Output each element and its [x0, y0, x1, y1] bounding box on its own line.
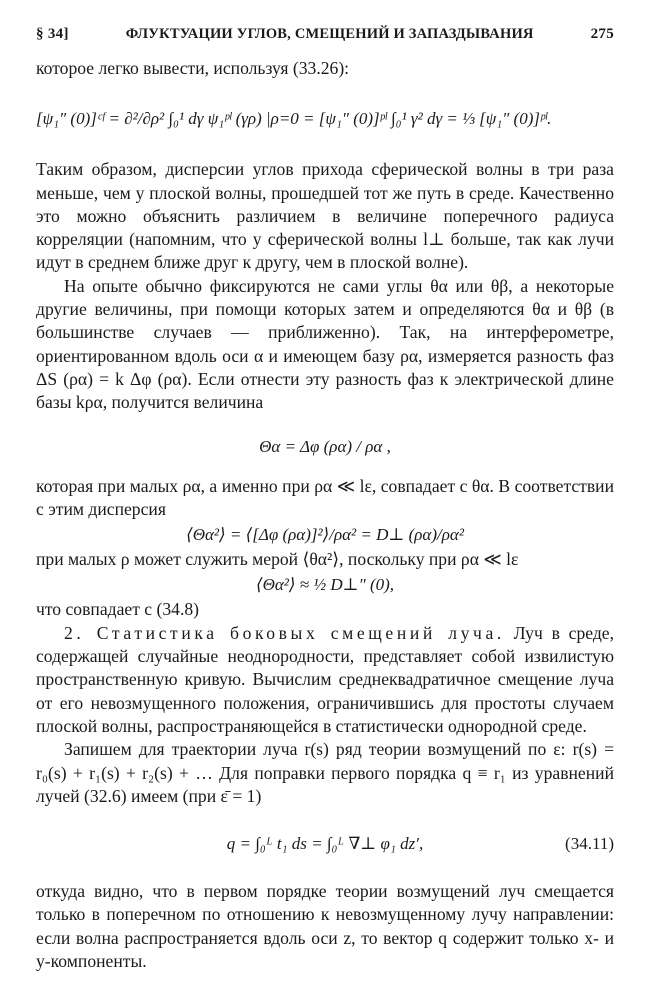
- formula-theta-alpha: Θα = Δφ (ρα) / ρα ,: [259, 436, 391, 456]
- formula-displacement-body: q = ∫₀ᴸ t₁ ds = ∫₀ᴸ ∇⊥ φ₁ dz′,: [226, 834, 424, 854]
- paragraph-conclusion: Таким образом, дисперсии углов прихода сферической волны в три раза меньше, чем у плоской волны, прошедшей тот же путь в среде. Качественно это можно объяснить различием в величине поперечного радиуса корреляции (напомним, что у сферической волны l⊥ больше, так как лучи идут в среднем ближе друг к другу, чем в плоской волне).: [36, 159, 614, 273]
- page-number: 275: [590, 26, 614, 42]
- subsection-heading: 2. Статистика боковых смещений луча.: [64, 622, 505, 643]
- page-header: [36, 26, 614, 43]
- section-marker: § 34]: [36, 26, 69, 42]
- running-title: ФЛУКТУАЦИИ УГЛОВ, СМЕЩЕНИЙ И ЗАПАЗДЫВАНИЯ: [125, 26, 534, 42]
- paragraph-perturbation: Запишем для траектории луча r(s) ряд теории возмущений по ε: r(s) = r₀(s) + r₁(s) + r₂(s) + … Для поправки первого порядка q ≡ r₁ из уравнений лучей (32.6) имеем (при ε̄ = 1): [36, 739, 614, 806]
- paragraph-experiment: На опыте обычно фиксируются не сами углы θα или θβ, а некоторые другие величины, при помощи которых затем и определяются θα и θβ (в большинстве случаев — приближенно). Так, на интерферометре, ориентированном вдоль оси α и имеющем базу ρα, измеряется разность фаз ΔS (ρα) = k Δφ (ρα). Если отнести эту разность фаз к электрической длине базы kρα, получится величина: [36, 275, 614, 413]
- paragraph-small-rho: которая при малых ρα, а именно при ρα ≪ lε, совпадает с θα. В соответствии с этим дисперсия: [36, 475, 614, 519]
- paragraph-measure: при малых ρ может служить мерой ⟨θα²⟩, поскольку при ρα ≪ lε: [36, 549, 519, 570]
- paragraph-final: откуда видно, что в первом порядке теории возмущений луч смещается только в поперечном по отношению к невозмущенному лучу направлении: если волна распространяется вдоль оси z, то вектор q содержит только x- и y-компоненты.: [36, 881, 614, 972]
- formula-spherical-dispersion: [ψ₁″ (0)]ᶜᶠ = ∂²/∂ρ² ∫₀¹ dγ ψ₁ᵖˡ (γρ) |ρ=0 = [ψ₁″ (0)]ᵖˡ ∫₀¹ γ² dγ = ⅓ [ψ₁″ (0)]ᵖˡ.: [36, 108, 552, 128]
- paragraph-intro: которое легко вывести, используя (33.26):: [36, 58, 350, 78]
- formula-displacement: [36, 810, 614, 878]
- page-body: [36, 57, 614, 973]
- equation-number: (34.11): [565, 834, 614, 854]
- paragraph-statistics: [36, 622, 614, 738]
- paragraph-statistics-text: Луч в среде, содержащей случайные неоднородности, представляет собой извилистую пространственную кривую. Вычислим среднеквадратичное смещение луча от его невозмущенного положения, ограничившись для простоты случаем плоской волны, распространяющейся в статистически однородной среде.: [36, 622, 615, 736]
- formula-dispersion: ⟨Θα²⟩ = ⟨[Δφ (ρα)]²⟩/ρα² = D⊥ (ρα)/ρα²: [186, 525, 464, 544]
- paragraph-coincides: что совпадает с (34.8): [36, 599, 200, 620]
- formula-approx: ⟨Θα²⟩ ≈ ½ D⊥″ (0),: [255, 575, 395, 595]
